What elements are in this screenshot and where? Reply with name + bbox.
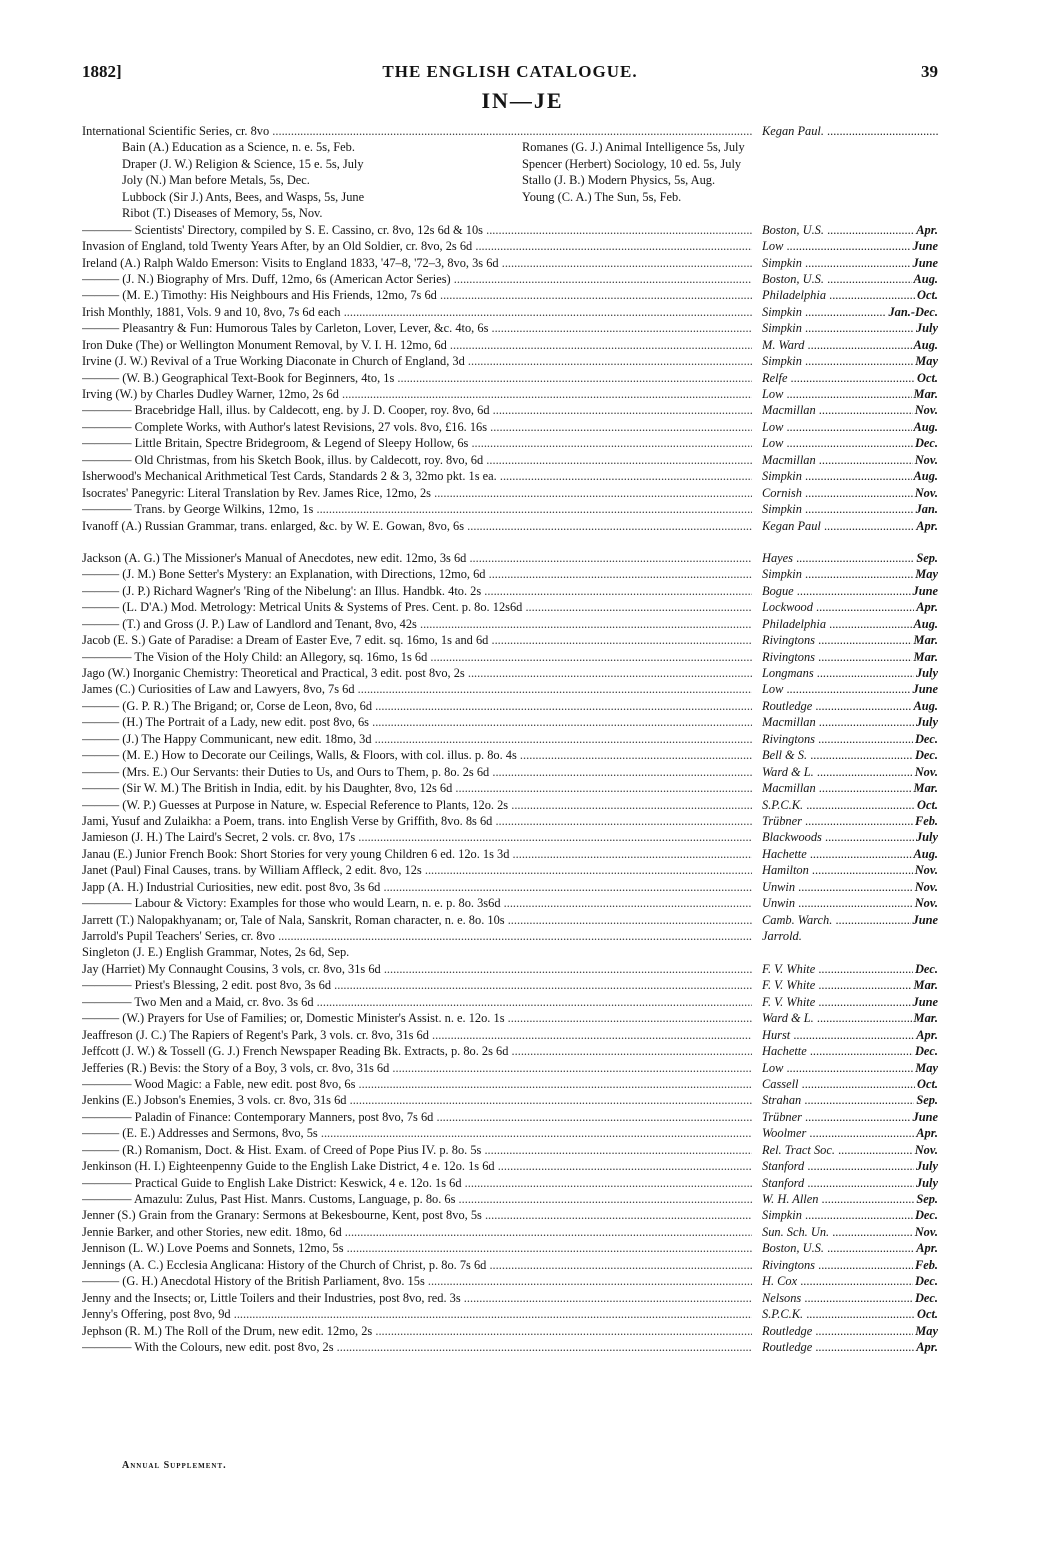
entry-month: Nov. bbox=[914, 896, 938, 911]
entry-publisher: Cornish ..... bbox=[762, 485, 938, 501]
catalogue-entry bbox=[82, 337, 938, 353]
entry-month: Dec. bbox=[914, 436, 938, 451]
entry-month: Dec. bbox=[914, 1044, 938, 1059]
series-volume-row bbox=[82, 156, 938, 172]
entry-publisher: Low ..... bbox=[762, 681, 938, 697]
entry-publisher: Lockwood ..... bbox=[762, 599, 938, 615]
catalogue-entry bbox=[82, 616, 938, 632]
catalogue-entry bbox=[82, 846, 938, 862]
entry-publisher: Kegan Paul. ..... bbox=[762, 123, 938, 139]
entries-i-section bbox=[82, 222, 938, 534]
entry-month: Aug. bbox=[913, 337, 938, 352]
series-volume-row bbox=[82, 205, 938, 221]
entry-month: May bbox=[915, 567, 938, 582]
catalogue-entry bbox=[82, 1142, 938, 1158]
entry-publisher: Simpkin ..... bbox=[762, 468, 938, 484]
entry-text: Singleton (J. E.) English Grammar, Notes, 2s 6d, Sep. bbox=[82, 945, 350, 960]
catalogue-entry bbox=[82, 731, 938, 747]
entries-j-section bbox=[82, 550, 938, 1355]
catalogue-entry bbox=[82, 862, 938, 878]
entry-text: Jamieson (J. H.) The Laird's Secret, 2 vols. cr. 8vo, 17s ..... bbox=[82, 829, 752, 845]
entry-month: Nov. bbox=[914, 863, 938, 878]
catalogue-entry bbox=[82, 944, 938, 960]
entry-month: Feb. bbox=[914, 1257, 938, 1272]
entry-publisher: Blackwoods ..... bbox=[762, 829, 938, 845]
entry-text: International Scientific Series, cr. 8vo ..... bbox=[82, 123, 752, 139]
entry-text: ———— The Vision of the Holy Child: an Allegory, sq. 16mo, 1s 6d ..... bbox=[82, 649, 752, 665]
entry-month: Mar. bbox=[913, 781, 938, 796]
catalogue-entry bbox=[82, 501, 938, 517]
entry-month: Apr. bbox=[916, 1126, 938, 1141]
entry-text: ——— (J. P.) Richard Wagner's 'Ring of the Nibelung': an Illus. Handbk. 4to. 2s ..... bbox=[82, 583, 752, 599]
catalogue-entry bbox=[82, 1175, 938, 1191]
entry-text: Jay (Harriet) My Connaught Cousins, 3 vols, cr. 8vo, 31s 6d ..... bbox=[82, 961, 752, 977]
entry-text: Jennison (L. W.) Love Poems and Sonnets, 12mo, 5s ..... bbox=[82, 1240, 752, 1256]
entry-month: Jan.-Dec. bbox=[888, 304, 938, 319]
catalogue-entry bbox=[82, 271, 938, 287]
series-volume: Young (C. A.) The Sun, 5s, Feb. bbox=[522, 189, 682, 204]
entry-month: Oct. bbox=[917, 288, 938, 303]
entry-month: Sep. bbox=[916, 1093, 938, 1108]
catalogue-entry bbox=[82, 1240, 938, 1256]
entry-month: Apr. bbox=[916, 600, 938, 615]
entry-publisher: Low ..... bbox=[762, 386, 938, 402]
series-volume: Ribot (T.) Diseases of Memory, 5s, Nov. bbox=[122, 206, 323, 221]
series-volume: Draper (J. W.) Religion & Science, 15 e. 5s, July bbox=[122, 156, 364, 171]
catalogue-entry bbox=[82, 1125, 938, 1141]
entry-publisher: S.P.C.K. ..... bbox=[762, 797, 938, 813]
entry-month: May bbox=[915, 354, 938, 369]
catalogue-entry bbox=[82, 402, 938, 418]
series-volume: Lubbock (Sir J.) Ants, Bees, and Wasps, 5s, June bbox=[122, 189, 365, 204]
catalogue-entry bbox=[82, 1339, 938, 1355]
entry-month: June bbox=[912, 682, 938, 697]
entry-month: Mar. bbox=[913, 978, 938, 993]
series-volume-row bbox=[82, 189, 938, 205]
entry-publisher: Philadelphia ..... bbox=[762, 616, 938, 632]
entry-publisher: Macmillan ..... bbox=[762, 714, 938, 730]
entry-text: ——— (M. E.) Timothy: His Neighbours and His Friends, 12mo, 7s 6d ..... bbox=[82, 287, 752, 303]
entry-month: Nov. bbox=[914, 1224, 938, 1239]
entry-text: Jeffcott (J. W.) & Tossell (G. J.) French Newspaper Reading Bk. Extracts, p. 8o. 2s 6d ..... bbox=[82, 1043, 752, 1059]
entry-month: July bbox=[915, 321, 938, 336]
entry-publisher: W. H. Allen ..... bbox=[762, 1191, 938, 1207]
entry-publisher: Boston, U.S. ..... bbox=[762, 271, 938, 287]
entry-text: ——— (Mrs. E.) Our Servants: their Duties to Us, and Ours to Them, p. 8o. 2s 6d ..... bbox=[82, 764, 752, 780]
catalogue-entry bbox=[82, 764, 938, 780]
entry-publisher: Cassell ..... bbox=[762, 1076, 938, 1092]
catalogue-entry bbox=[82, 977, 938, 993]
entry-publisher: Simpkin ..... bbox=[762, 1207, 938, 1223]
series-volume: Joly (N.) Man before Metals, 5s, Dec. bbox=[122, 173, 310, 188]
entry-month: July bbox=[915, 830, 938, 845]
entry-text: Irvine (J. W.) Revival of a True Working Diaconate in Church of England, 3d ..... bbox=[82, 353, 752, 369]
catalogue-entry bbox=[82, 1323, 938, 1339]
entry-text: Jago (W.) Inorganic Chemistry: Theoretical and Practical, 3 edit. post 8vo, 2s ..... bbox=[82, 665, 752, 681]
entry-month: Mar. bbox=[913, 387, 938, 401]
entry-text: Ivanoff (A.) Russian Grammar, trans. enlarged, &c. by W. E. Gowan, 8vo, 6s ..... bbox=[82, 518, 752, 534]
entry-publisher: Routledge ..... bbox=[762, 1323, 938, 1339]
entry-text: Jackson (A. G.) The Missioner's Manual of Anecdotes, new edit. 12mo, 3s 6d ..... bbox=[82, 550, 752, 566]
entry-publisher: Boston, U.S. ..... bbox=[762, 222, 938, 238]
catalogue-entry bbox=[82, 649, 938, 665]
entry-text: ——— (J. N.) Biography of Mrs. Duff, 12mo, 6s (American Actor Series) ..... bbox=[82, 271, 752, 287]
entry-text: James (C.) Curiosities of Law and Lawyers, 8vo, 7s 6d ..... bbox=[82, 681, 752, 697]
entry-text: Jacob (E. S.) Gate of Paradise: a Dream of Easter Eve, 7 edit. sq. 16mo, 1s and 6d ..... bbox=[82, 632, 752, 648]
series-volume-row bbox=[82, 139, 938, 155]
entry-month: July bbox=[915, 1159, 938, 1174]
entry-month: Mar. bbox=[913, 633, 938, 648]
entry-publisher: Simpkin ..... bbox=[762, 255, 938, 271]
entry-text: ——— (E. E.) Addresses and Sermons, 8vo, 5s ..... bbox=[82, 1125, 752, 1141]
catalogue-entry bbox=[82, 1273, 938, 1289]
series-volume: Spencer (Herbert) Sociology, 10 ed. 5s, July bbox=[522, 156, 742, 171]
entry-text: ——— (Sir W. M.) The British in India, edit. by his Daughter, 8vo, 12s 6d ..... bbox=[82, 780, 752, 796]
catalogue-entry bbox=[82, 1076, 938, 1092]
page-header bbox=[82, 62, 938, 88]
catalogue-entry bbox=[82, 1306, 938, 1322]
entry-publisher: Macmillan ..... bbox=[762, 402, 938, 418]
entry-month: Apr. bbox=[916, 1339, 938, 1354]
catalogue-entry bbox=[82, 994, 938, 1010]
entry-publisher: Simpkin ..... bbox=[762, 304, 938, 320]
section-gap bbox=[82, 534, 938, 550]
entry-month: Dec. bbox=[914, 961, 938, 976]
entry-text: Janau (E.) Junior French Book: Short Stories for very young Children 6 ed. 12o. 1s 3d ..... bbox=[82, 846, 752, 862]
entry-text: ——— (G. H.) Anecdotal History of the British Parliament, 8vo. 15s ..... bbox=[82, 1273, 752, 1289]
catalogue-entry bbox=[82, 829, 938, 845]
entry-publisher: F. V. White ..... bbox=[762, 994, 938, 1010]
catalogue-entry bbox=[82, 912, 938, 928]
entry-text: Japp (A. H.) Industrial Curiosities, new edit. post 8vo, 3s 6d ..... bbox=[82, 879, 752, 895]
entry-text: Jennie Barker, and other Stories, new edit. 18mo, 6d ..... bbox=[82, 1224, 752, 1240]
series-volume: Stallo (J. B.) Modern Physics, 5s, Aug. bbox=[522, 173, 716, 188]
entry-publisher: Rivingtons ..... bbox=[762, 649, 938, 665]
entry-month: Mar. bbox=[913, 1011, 938, 1026]
series-volumes bbox=[82, 139, 938, 221]
series-volume-row bbox=[82, 172, 938, 188]
catalogue-entry bbox=[82, 1290, 938, 1306]
series-heading bbox=[82, 123, 938, 139]
entry-publisher: Trübner ..... bbox=[762, 813, 938, 829]
catalogue-entry bbox=[82, 1043, 938, 1059]
entry-month: July bbox=[915, 715, 938, 730]
entry-month: Dec. bbox=[914, 1208, 938, 1223]
entry-month: July bbox=[915, 666, 938, 680]
entry-month: Sep. bbox=[916, 1192, 938, 1206]
entry-text: ———— Wood Magic: a Fable, new edit. post 8vo, 6s ..... bbox=[82, 1076, 752, 1092]
entry-publisher: Low ..... bbox=[762, 435, 938, 451]
entry-month: Aug. bbox=[913, 271, 938, 286]
catalogue-entry bbox=[82, 1191, 938, 1207]
entry-publisher: Relfe ..... bbox=[762, 370, 938, 386]
entry-text: ———— Two Men and a Maid, cr. 8vo. 3s 6d ..... bbox=[82, 994, 752, 1010]
catalogue-entry bbox=[82, 550, 938, 566]
footer-note: Annual Supplement. bbox=[122, 1460, 227, 1471]
entry-text: Irish Monthly, 1881, Vols. 9 and 10, 8vo, 7s 6d each ..... bbox=[82, 304, 752, 320]
entry-month: Nov. bbox=[914, 764, 938, 779]
entry-publisher: Bell & S. ..... bbox=[762, 747, 938, 763]
entry-publisher: Hachette ..... bbox=[762, 1043, 938, 1059]
entry-text: ———— Amazulu: Zulus, Past Hist. Manrs. Customs, Language, p. 8o. 6s ..... bbox=[82, 1191, 752, 1207]
catalogue-entry bbox=[82, 435, 938, 451]
entry-publisher: F. V. White ..... bbox=[762, 977, 938, 993]
entry-publisher: Rel. Tract Soc. ..... bbox=[762, 1142, 938, 1158]
entry-month: Oct. bbox=[917, 1076, 938, 1091]
entry-publisher: Unwin ..... bbox=[762, 879, 938, 895]
catalogue-entry bbox=[82, 714, 938, 730]
catalogue-entry bbox=[82, 928, 938, 944]
alphabet-range: IN—JE bbox=[481, 88, 564, 113]
entry-text: Jeaffreson (J. C.) The Rapiers of Regent's Park, 3 vols. cr. 8vo, 31s 6d ..... bbox=[82, 1027, 752, 1043]
entry-month: June bbox=[912, 239, 938, 254]
entry-text: ——— (W.) Prayers for Use of Families; or, Domestic Minister's Assist. n. e. 12o. 1s ..... bbox=[82, 1010, 752, 1026]
catalogue-entry bbox=[82, 895, 938, 911]
entry-publisher: Macmillan ..... bbox=[762, 452, 938, 468]
entry-text: ——— (J.) The Happy Communicant, new edit. 18mo, 3d ..... bbox=[82, 731, 752, 747]
entry-text: Jenkinson (H. I.) Eighteenpenny Guide to the English Lake District, 4 e. 12o. 1s 6d ..... bbox=[82, 1158, 752, 1174]
entry-month: May bbox=[915, 1323, 938, 1338]
entry-publisher: Sun. Sch. Un. ..... bbox=[762, 1224, 938, 1240]
entry-month: Feb. bbox=[914, 813, 938, 828]
catalogue-entry bbox=[82, 518, 938, 534]
entry-text: Irving (W.) by Charles Dudley Warner, 12mo, 2s 6d ..... bbox=[82, 386, 752, 402]
catalogue-entry bbox=[82, 879, 938, 895]
series-volume: Bain (A.) Education as a Science, n. e. 5s, Feb. bbox=[122, 140, 355, 155]
entry-month: Apr. bbox=[916, 1241, 938, 1256]
catalogue-entry bbox=[82, 780, 938, 796]
entry-month: June bbox=[912, 994, 938, 1009]
entry-month: Aug. bbox=[913, 698, 938, 713]
entry-text: Isocrates' Panegyric: Literal Translation by Rev. James Rice, 12mo, 2s ..... bbox=[82, 485, 752, 501]
catalogue-entry bbox=[82, 1027, 938, 1043]
entry-publisher: Boston, U.S. ..... bbox=[762, 1240, 938, 1256]
entry-month: June bbox=[912, 583, 938, 598]
entry-publisher: Low ..... bbox=[762, 238, 938, 254]
entry-text: ——— (H.) The Portrait of a Lady, new edit. post 8vo, 6s ..... bbox=[82, 714, 752, 730]
entry-text: ——— (R.) Romanism, Doct. & Hist. Exam. of Creed of Pope Pius IV. p. 8o. 5s ..... bbox=[82, 1142, 752, 1158]
entry-publisher: Rivingtons ..... bbox=[762, 731, 938, 747]
entry-publisher: Simpkin ..... bbox=[762, 353, 938, 369]
entry-month: Nov. bbox=[914, 403, 938, 418]
entry-month: Nov. bbox=[914, 452, 938, 467]
entry-text: Isherwood's Mechanical Arithmetical Test Cards, Standards 2 & 3, 32mo pkt. 1s ea. ..... bbox=[82, 468, 752, 484]
catalogue-entry bbox=[82, 1158, 938, 1174]
entry-publisher: H. Cox ..... bbox=[762, 1273, 938, 1289]
entry-publisher: Unwin ..... bbox=[762, 895, 938, 911]
entry-month: June bbox=[912, 1109, 938, 1124]
entry-publisher: Routledge ..... bbox=[762, 1339, 938, 1355]
catalogue-entry bbox=[82, 419, 938, 435]
entry-publisher: Jarrold. bbox=[762, 928, 938, 944]
entry-month: Dec. bbox=[914, 748, 938, 763]
entry-text: Jarrett (T.) Nalopakhyanam; or, Tale of Nala, Sanskrit, Roman character, n. e. 8o. 10s ..... bbox=[82, 912, 752, 928]
entry-text: Jenny and the Insects; or, Little Toilers and their Industries, post 8vo, red. 3s ..... bbox=[82, 1290, 752, 1306]
entry-publisher: Stanford ..... bbox=[762, 1175, 938, 1191]
entry-publisher: Simpkin ..... bbox=[762, 501, 938, 517]
entry-month: Sep. bbox=[916, 550, 938, 565]
entry-text: Jephson (R. M.) The Roll of the Drum, new edit. 12mo, 2s ..... bbox=[82, 1323, 752, 1339]
entry-publisher: Low ..... bbox=[762, 1060, 938, 1076]
series-volume: Romanes (G. J.) Animal Intelligence 5s, July bbox=[522, 140, 745, 155]
entry-publisher: Trübner ..... bbox=[762, 1109, 938, 1125]
entry-publisher: Strahan ..... bbox=[762, 1092, 938, 1108]
entry-publisher: M. Ward ..... bbox=[762, 337, 938, 353]
entry-publisher: Low ..... bbox=[762, 419, 938, 435]
catalogue-entry bbox=[82, 485, 938, 501]
catalogue-entry bbox=[82, 386, 938, 402]
entry-text: Jennings (A. C.) Ecclesia Anglicana: History of the Church of Christ, p. 8o. 7s 6d ..... bbox=[82, 1257, 752, 1273]
entry-text: ——— (J. M.) Bone Setter's Mystery: an Explanation, with Directions, 12mo, 6d ..... bbox=[82, 566, 752, 582]
catalogue-entry bbox=[82, 1257, 938, 1273]
entry-month: Aug. bbox=[913, 419, 938, 434]
entry-text: Jenner (S.) Grain from the Granary: Sermons at Bekesbourne, Kent, post 8vo, 5s ..... bbox=[82, 1207, 752, 1223]
entry-text: ———— Paladin of Finance: Contemporary Manners, post 8vo, 7s 6d ..... bbox=[82, 1109, 752, 1125]
catalogue-entry bbox=[82, 370, 938, 386]
catalogue-entry bbox=[82, 468, 938, 484]
catalogue-entry bbox=[82, 1092, 938, 1108]
entry-month: Oct. bbox=[917, 370, 938, 385]
entry-publisher: F. V. White ..... bbox=[762, 961, 938, 977]
entry-publisher: Hamilton ..... bbox=[762, 862, 938, 878]
entry-publisher: Camb. Warch. ..... bbox=[762, 912, 938, 928]
entry-publisher: Ward & L. ..... bbox=[762, 764, 938, 780]
entry-month: Dec. bbox=[914, 1290, 938, 1305]
entry-month: Apr. bbox=[916, 1027, 938, 1042]
entry-publisher: Rivingtons ..... bbox=[762, 632, 938, 648]
entry-publisher: Longmans ..... bbox=[762, 665, 938, 681]
entry-month: Aug. bbox=[913, 469, 938, 484]
header-title: THE ENGLISH CATALOGUE. bbox=[382, 62, 638, 81]
entry-text: ———— Old Christmas, from his Sketch Book, illus. by Caldecott, roy. 8vo, 6d ..... bbox=[82, 452, 752, 468]
entry-text: ——— Pleasantry & Fun: Humorous Tales by Carleton, Lover, Lever, &c. 4to, 6s ..... bbox=[82, 320, 752, 336]
catalogue-entry bbox=[82, 583, 938, 599]
entry-publisher: Macmillan ..... bbox=[762, 780, 938, 796]
entry-publisher: Simpkin ..... bbox=[762, 566, 938, 582]
catalogue-entry bbox=[82, 255, 938, 271]
entry-month: Apr. bbox=[916, 222, 938, 237]
catalogue-entry bbox=[82, 320, 938, 336]
entry-text: Ireland (A.) Ralph Waldo Emerson: Visits to England 1833, '47–8, '72–3, 8vo, 3s 6d ..... bbox=[82, 255, 752, 271]
page-number: 39 bbox=[921, 62, 938, 81]
entry-publisher: Rivingtons ..... bbox=[762, 1257, 938, 1273]
catalogue-entry bbox=[82, 698, 938, 714]
catalogue-entry bbox=[82, 1060, 938, 1076]
entry-text: Jenkins (E.) Jobson's Enemies, 3 vols. cr. 8vo, 31s 6d ..... bbox=[82, 1092, 752, 1108]
entry-month: Nov. bbox=[914, 1142, 938, 1157]
entry-publisher: Simpkin ..... bbox=[762, 320, 938, 336]
catalogue-entry bbox=[82, 1109, 938, 1125]
entry-text: ———— Bracebridge Hall, illus. by Caldecott, eng. by J. D. Cooper, roy. 8vo, 6d ..... bbox=[82, 402, 752, 418]
entry-month: Nov. bbox=[914, 879, 938, 894]
entry-text: ———— Complete Works, with Author's latest Revisions, 27 vols. 8vo, £16. 16s ..... bbox=[82, 419, 752, 435]
entry-month: Mar. bbox=[913, 649, 938, 664]
entry-publisher: Bogue ..... bbox=[762, 583, 938, 599]
entry-text: ——— (L. D'A.) Mod. Metrology: Metrical Units & Systems of Pres. Cent. p. 8o. 12s6d ..... bbox=[82, 599, 752, 615]
entry-month: June bbox=[912, 255, 938, 270]
entry-month: Apr. bbox=[916, 518, 938, 533]
entry-month: June bbox=[912, 912, 938, 927]
entry-text: Jefferies (R.) Bevis: the Story of a Boy, 3 vols, cr. 8vo, 31s 6d ..... bbox=[82, 1060, 752, 1076]
entry-text: ——— (M. E.) How to Decorate our Ceilings, Walls, & Floors, with col. illus. p. 8o. 4s ..... bbox=[82, 747, 752, 763]
catalogue-entry bbox=[82, 1224, 938, 1240]
entry-text: ———— Priest's Blessing, 2 edit. post 8vo, 3s 6d ..... bbox=[82, 977, 752, 993]
entry-text: ——— (G. P. R.) The Brigand; or, Corse de Leon, 8vo, 6d ..... bbox=[82, 698, 752, 714]
entry-publisher: Stanford ..... bbox=[762, 1158, 938, 1174]
catalogue-entries bbox=[82, 123, 938, 1355]
entry-text: Jenny's Offering, post 8vo, 9d ..... bbox=[82, 1306, 752, 1322]
entry-publisher: Kegan Paul ..... bbox=[762, 518, 938, 534]
entry-text: Invasion of England, told Twenty Years After, by an Old Soldier, cr. 8vo, 2s 6d ..... bbox=[82, 238, 752, 254]
catalogue-entry bbox=[82, 566, 938, 582]
entry-text: ——— (W. B.) Geographical Text-Book for Beginners, 4to, 1s ..... bbox=[82, 370, 752, 386]
entry-text: ———— With the Colours, new edit. post 8vo, 2s ..... bbox=[82, 1339, 752, 1355]
entry-month: Aug. bbox=[913, 616, 938, 631]
entry-text: ———— Scientists' Directory, compiled by S. E. Cassino, cr. 8vo, 12s 6d & 10s ..... bbox=[82, 222, 752, 238]
catalogue-entry bbox=[82, 353, 938, 369]
entry-text: ——— (W. P.) Guesses at Purpose in Nature, w. Especial Reference to Plants, 12o. 2s ..... bbox=[82, 797, 752, 813]
catalogue-entry bbox=[82, 665, 938, 681]
entry-publisher: Hachette ..... bbox=[762, 846, 938, 862]
entry-month: Oct. bbox=[917, 1307, 938, 1322]
entry-month: Dec. bbox=[914, 1274, 938, 1289]
entry-text: Jarrold's Pupil Teachers' Series, cr. 8vo ..... bbox=[82, 928, 752, 944]
entry-month: Dec. bbox=[914, 731, 938, 746]
catalogue-entry bbox=[82, 222, 938, 238]
entry-text: ———— Trans. by George Wilkins, 12mo, 1s ..... bbox=[82, 501, 752, 517]
entry-text: Iron Duke (The) or Wellington Monument Removal, by V. I. H. 12mo, 6d ..... bbox=[82, 337, 752, 353]
catalogue-entry bbox=[82, 1207, 938, 1223]
entry-publisher: Routledge ..... bbox=[762, 698, 938, 714]
entry-month: Oct. bbox=[917, 797, 938, 812]
entry-text: Jami, Yusuf and Zulaikha: a Poem, trans. into English Verse by Griffith, 8vo. 8s 6d ..... bbox=[82, 813, 752, 829]
entry-text: ———— Little Britain, Spectre Bridegroom, & Legend of Sleepy Hollow, 6s ..... bbox=[82, 435, 752, 451]
catalogue-entry bbox=[82, 632, 938, 648]
entry-month: Jan. bbox=[915, 502, 938, 517]
catalogue-entry bbox=[82, 961, 938, 977]
entry-publisher: S.P.C.K. ..... bbox=[762, 1306, 938, 1322]
catalogue-entry bbox=[82, 747, 938, 763]
entry-text: ——— (T.) and Gross (J. P.) Law of Landlord and Tenant, 8vo, 42s ..... bbox=[82, 616, 752, 632]
catalogue-entry bbox=[82, 238, 938, 254]
entry-publisher: Nelsons ..... bbox=[762, 1290, 938, 1306]
entry-publisher: Woolmer ..... bbox=[762, 1125, 938, 1141]
entry-text: ———— Practical Guide to English Lake District: Keswick, 4 e. 12o. 1s 6d ..... bbox=[82, 1175, 752, 1191]
entry-text: Janet (Paul) Final Causes, trans. by William Affleck, 2 edit. 8vo, 12s ..... bbox=[82, 862, 752, 878]
header-year: 1882] bbox=[82, 62, 122, 81]
catalogue-entry bbox=[82, 1010, 938, 1026]
catalogue-entry bbox=[82, 599, 938, 615]
catalogue-entry bbox=[82, 304, 938, 320]
catalogue-entry bbox=[82, 797, 938, 813]
entry-month: May bbox=[915, 1060, 938, 1075]
entry-month: Aug. bbox=[913, 846, 938, 861]
catalogue-entry bbox=[82, 452, 938, 468]
entry-publisher: Philadelphia ..... bbox=[762, 287, 938, 303]
catalogue-entry bbox=[82, 681, 938, 697]
catalogue-entry bbox=[82, 287, 938, 303]
entry-month: July bbox=[915, 1175, 938, 1190]
entry-month: Nov. bbox=[914, 485, 938, 500]
entry-publisher: Ward & L. ..... bbox=[762, 1010, 938, 1026]
catalogue-entry bbox=[82, 813, 938, 829]
entry-publisher: Hurst ..... bbox=[762, 1027, 938, 1043]
entry-publisher: Hayes ..... bbox=[762, 550, 938, 566]
entry-text: ———— Labour & Victory: Examples for those who would Learn, n. e. p. 8o. 3s6d ..... bbox=[82, 895, 752, 911]
